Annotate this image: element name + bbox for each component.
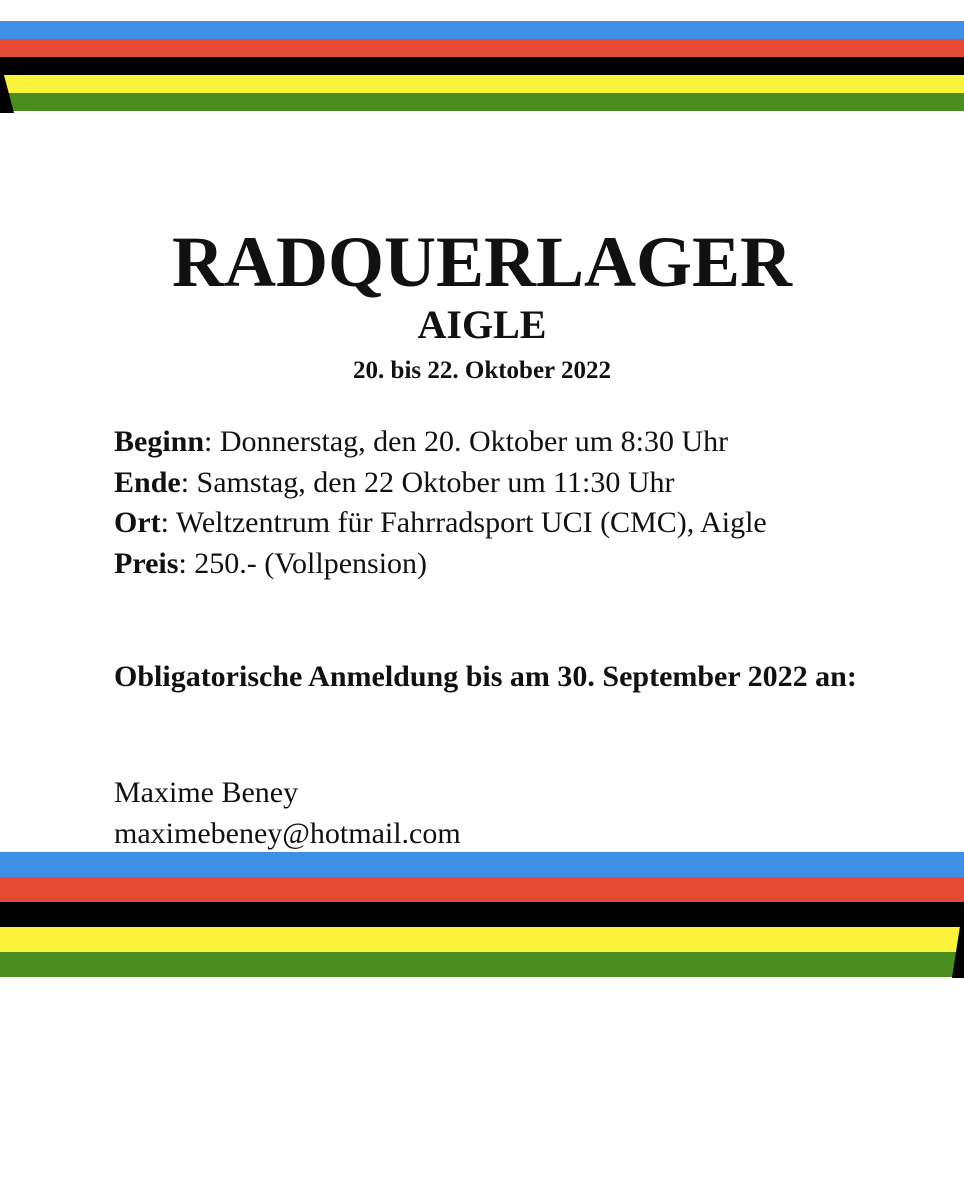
stripe-green [0, 93, 964, 111]
location-subtitle: AIGLE [417, 302, 547, 347]
end-value: : Samstag, den 22 Oktober um 11:30 Uhr [180, 465, 675, 499]
stripe-yellow [0, 927, 964, 952]
price-value: : 250.- (Vollpension) [178, 546, 428, 580]
bottom-corner-triangle [952, 900, 964, 978]
stripe-blue [0, 852, 964, 877]
place-label: Ort [114, 506, 161, 539]
top-corner-triangle [0, 60, 14, 113]
end-line [114, 463, 874, 504]
price-label: Preis [114, 546, 179, 580]
contact-block [114, 772, 874, 854]
date-range: 20. bis 22. Oktober 2022 [353, 357, 611, 384]
end-label: Ende [114, 465, 181, 499]
bottom-stripe-band [0, 852, 964, 977]
price-line [114, 544, 874, 585]
start-label: Beginn [114, 425, 205, 458]
place-line [114, 503, 874, 544]
contact-name: Maxime Beney [114, 776, 299, 809]
stripe-yellow [0, 75, 964, 93]
place-value: : Weltzentrum für Fahrradsport UCI (CMC), Aigle [160, 506, 767, 539]
registration-notice: Obligatorische Anmeldung bis am 30. September 2022 an: [114, 660, 857, 693]
page-title: RADQUERLAGER [171, 222, 793, 302]
top-stripe-band [0, 21, 964, 111]
start-line [114, 422, 874, 463]
stripe-red [0, 39, 964, 57]
stripe-black [0, 902, 964, 927]
stripe-blue [0, 21, 964, 39]
start-value: : Donnerstag, den 20. Oktober um 8:30 Uhr [204, 425, 729, 458]
stripe-black [0, 57, 964, 75]
stripe-red [0, 877, 964, 902]
contact-email[interactable]: maximebeney@hotmail.com [114, 817, 461, 850]
details-block [114, 422, 874, 584]
stripe-green [0, 952, 964, 977]
